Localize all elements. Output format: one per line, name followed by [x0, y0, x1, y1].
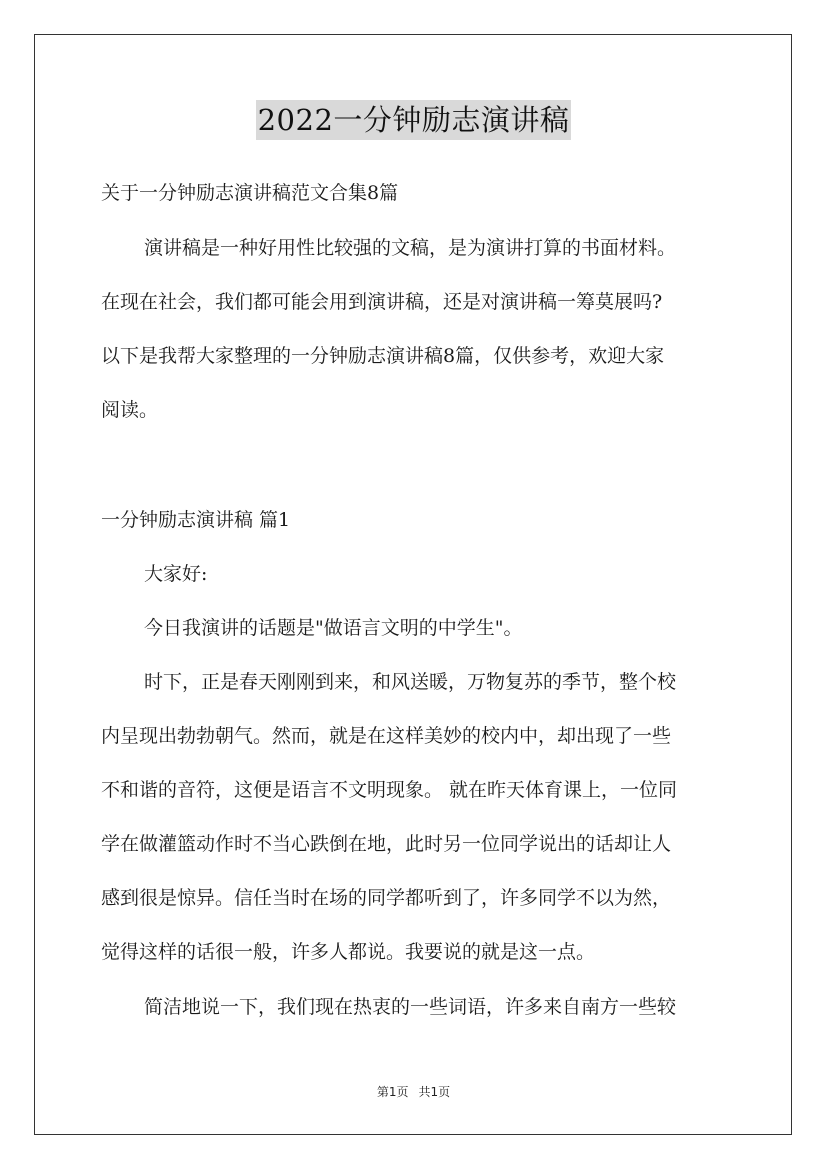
page-footer	[0, 1083, 827, 1100]
paragraph1-line-3: 不和谐的音符，这便是语言不文明现象。 就在昨天体育课上，一位同	[101, 779, 678, 801]
section-heading: 一分钟励志演讲稿 篇1	[101, 509, 291, 531]
paragraph1-line-5: 感到很是惊异。信任当时在场的同学都听到了，许多同学不以为然，	[101, 887, 672, 909]
paragraph1-line-1: 时下，正是春天刚刚到来，和风送暖，万物复苏的季节，整个校	[144, 671, 677, 693]
paragraph1-line-4: 学在做灌篮动作时不当心跌倒在地，此时另一位同学说出的话却让人	[101, 833, 672, 855]
intro-line-4: 阅读。	[101, 399, 159, 421]
title-wrap	[0, 100, 827, 140]
intro-line-2: 在现在社会，我们都可能会用到演讲稿，还是对演讲稿一筹莫展吗?	[101, 291, 663, 313]
intro-line-3: 以下是我帮大家整理的一分钟励志演讲稿8篇，仅供参考，欢迎大家	[101, 345, 665, 367]
paragraph1-line-6: 觉得这样的话很一般，许多人都说。我要说的就是这一点。	[101, 941, 596, 963]
page-total: 共1页	[418, 1085, 451, 1099]
paragraph2-line-1: 简洁地说一下，我们现在热衷的一些词语，许多来自南方一些较	[144, 996, 677, 1018]
intro-line-1: 演讲稿是一种好用性比较强的文稿，是为演讲打算的书面材料。	[144, 237, 677, 259]
greeting-line: 大家好:	[144, 563, 208, 585]
paragraph1-line-2: 内呈现出勃勃朝气。然而，就是在这样美妙的校内中，却出现了一些	[101, 725, 672, 747]
document-title: 2022一分钟励志演讲稿	[256, 100, 572, 140]
document-subtitle: 关于一分钟励志演讲稿范文合集8篇	[101, 182, 399, 204]
page-number: 第1页	[376, 1085, 409, 1099]
topic-line: 今日我演讲的话题是"做语言文明的中学生"。	[144, 617, 523, 639]
